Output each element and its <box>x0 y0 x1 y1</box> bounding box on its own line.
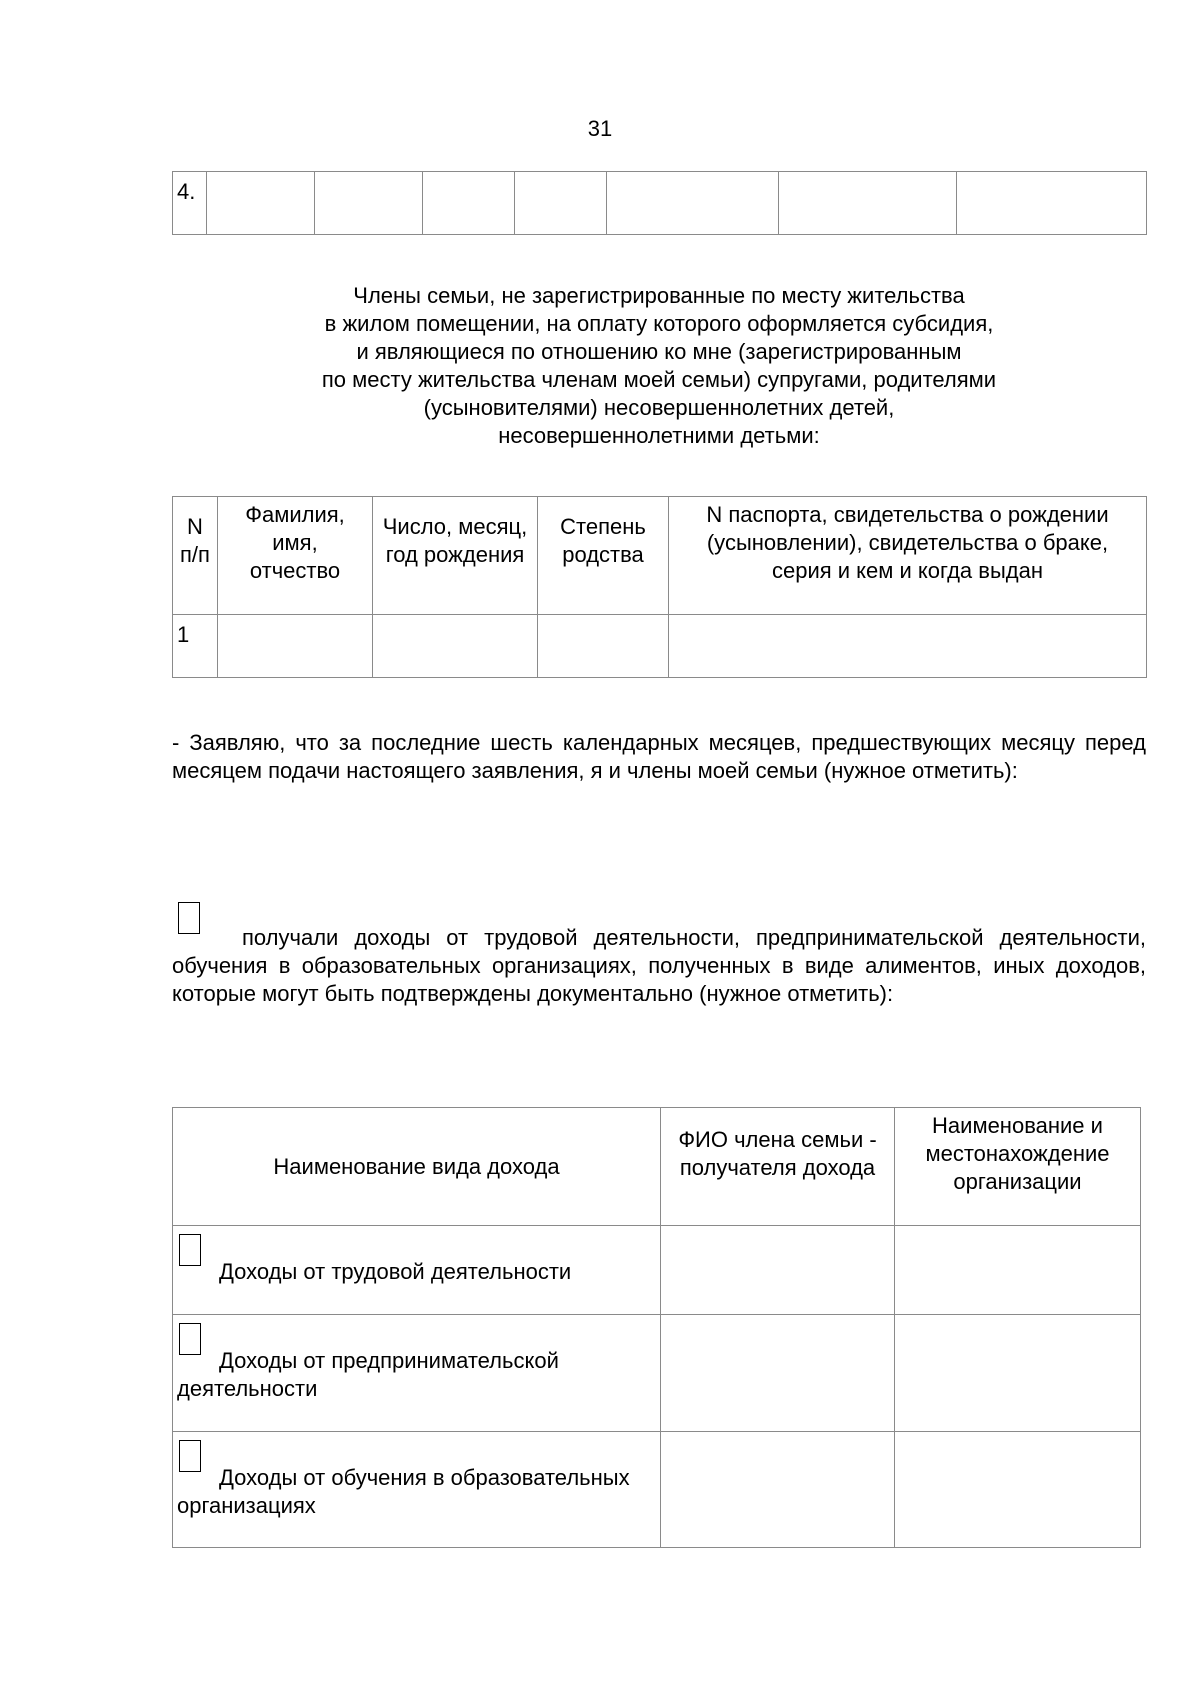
table-cell[interactable] <box>661 1226 895 1315</box>
family-section-heading: Члены семьи, не зарегистрированные по месту жительства в жилом помещении, на оплату которого оформляется субсидия, и являющиеся по отношению ко мне (зарегистрированным по месту жительства членам моей семьи) супругами, родителями (усыновителями) несовершеннолетних детей, несовершеннолетними детьми: <box>321 283 997 448</box>
table-cell[interactable] <box>373 615 538 678</box>
table-cell[interactable] <box>779 172 957 235</box>
table-cell[interactable] <box>423 172 515 235</box>
income-table <box>172 1107 1141 1548</box>
page-number: 31 <box>587 116 613 141</box>
column-header-number: N п/п <box>173 497 218 615</box>
column-header-relation: Степень родства <box>538 497 669 615</box>
table-row <box>173 172 1147 235</box>
income-option-text: получали доходы от трудовой деятельности, предпринимательской деятельности, обучения в образовательных организациях, полученных в виде алиментов, иных доходов, которые могут быть подтверждены документально (нужное отметить): <box>172 925 1146 1006</box>
table-cell[interactable] <box>515 172 607 235</box>
income-type-cell <box>173 1226 661 1315</box>
table-header-row <box>173 1108 1141 1226</box>
income-type-cell <box>173 1432 661 1548</box>
column-header-recipient: ФИО члена семьи - получателя дохода <box>661 1108 895 1226</box>
table-row <box>173 615 1147 678</box>
table-cell[interactable] <box>669 615 1147 678</box>
income-type-label: Доходы от трудовой деятельности <box>219 1259 572 1284</box>
table-cell[interactable] <box>538 615 669 678</box>
continuation-table <box>172 171 1147 235</box>
column-header-income-type: Наименование вида дохода <box>173 1108 661 1226</box>
statement-text: - Заявляю, что за последние шесть календарных месяцев, предшествующих месяцу перед месяцем подачи настоящего заявления, я и члены моей семьи (нужное отметить): <box>172 730 1146 783</box>
table-row <box>173 1226 1141 1315</box>
column-header-organization: Наименование и местонахождение организации <box>895 1108 1141 1226</box>
column-header-documents: N паспорта, свидетельства о рождении (усыновлении), свидетельства о браке, серия и кем и когда выдан <box>669 497 1147 615</box>
row-number: 1 <box>173 615 218 678</box>
table-cell[interactable] <box>895 1226 1141 1315</box>
table-header-row <box>173 497 1147 615</box>
income-type-label: Доходы от обучения в образовательных организациях <box>177 1465 630 1518</box>
table-row <box>173 1432 1141 1548</box>
income-labor-checkbox[interactable] <box>179 1234 201 1266</box>
table-cell[interactable] <box>661 1432 895 1548</box>
income-type-label: Доходы от предпринимательской деятельности <box>177 1348 559 1401</box>
table-cell[interactable] <box>218 615 373 678</box>
table-cell[interactable] <box>895 1315 1141 1432</box>
row-number: 4. <box>173 172 207 235</box>
table-row <box>173 1315 1141 1432</box>
table-cell[interactable] <box>895 1432 1141 1548</box>
column-header-name: Фамилия, имя, отчество <box>218 497 373 615</box>
family-members-table <box>172 496 1147 678</box>
table-cell[interactable] <box>957 172 1147 235</box>
column-header-birthdate: Число, месяц, год рождения <box>373 497 538 615</box>
income-business-checkbox[interactable] <box>179 1323 201 1355</box>
table-cell[interactable] <box>607 172 779 235</box>
table-cell[interactable] <box>661 1315 895 1432</box>
table-cell[interactable] <box>315 172 423 235</box>
table-cell[interactable] <box>207 172 315 235</box>
income-education-checkbox[interactable] <box>179 1440 201 1472</box>
income-type-cell <box>173 1315 661 1432</box>
